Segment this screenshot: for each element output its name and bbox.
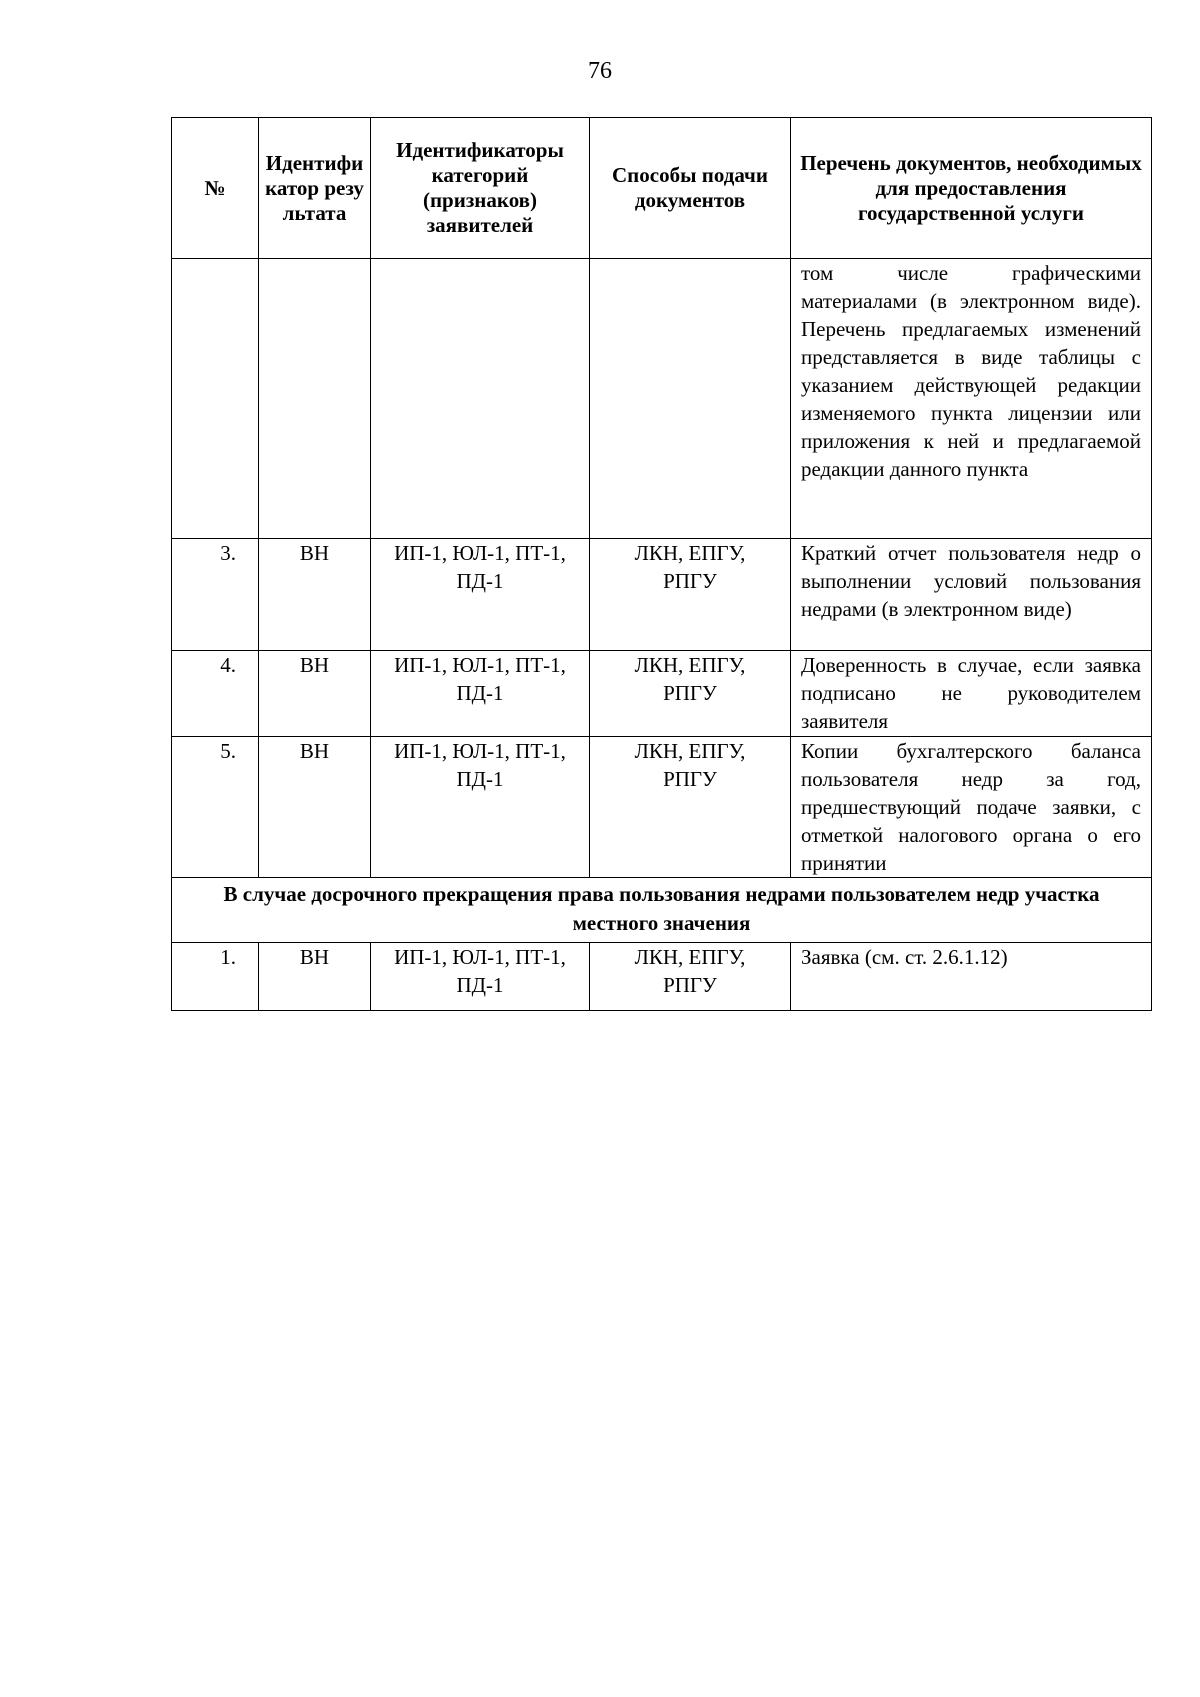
documents-cell: Копии бухгалтерского баланса пользователя недр за год, предшествующий подаче заявки, с отметкой налогового органа о его принятии: [791, 737, 1152, 878]
row-num: 5.: [172, 737, 259, 878]
table-header-row: [172, 118, 1152, 259]
documents-cell: Краткий отчет пользователя недр о выполнении условий пользования недрами (в электронном виде): [791, 539, 1152, 651]
result-id-cell: ВН: [259, 539, 371, 651]
header-submission-methods: Способы подачи документов: [590, 118, 791, 259]
table-row: [172, 943, 1152, 1011]
page-number: 76: [588, 58, 612, 84]
table-row: [172, 737, 1152, 878]
header-documents: Перечень документов, необходимых для предоставления государственной услуги: [791, 118, 1152, 259]
submission-methods-cell: ЛКН, ЕПГУ, РПГУ: [590, 737, 791, 878]
section-title-row: [172, 878, 1152, 943]
documents-cell: Доверенность в случае, если заявка подписано не руководителем заявителя: [791, 651, 1152, 737]
applicant-ids-cell: ИП-1, ЮЛ-1, ПТ-1, ПД-1: [371, 651, 590, 737]
row-num: 3.: [172, 539, 259, 651]
submission-methods-cell: ЛКН, ЕПГУ, РПГУ: [590, 943, 791, 1011]
result-id-cell: ВН: [259, 651, 371, 737]
section-title: В случае досрочного прекращения права пользования недрами пользователем недр участка местного значения: [172, 878, 1152, 943]
applicant-ids-cell: ИП-1, ЮЛ-1, ПТ-1, ПД-1: [371, 943, 590, 1011]
result-id-cell: ВН: [259, 737, 371, 878]
result-id-cell: ВН: [259, 943, 371, 1011]
header-applicant-ids: Идентификаторы категорий (признаков) заявителей: [371, 118, 590, 259]
applicant-ids-cell: ИП-1, ЮЛ-1, ПТ-1, ПД-1: [371, 539, 590, 651]
submission-methods-cell: ЛКН, ЕПГУ, РПГУ: [590, 651, 791, 737]
documents-table: [171, 117, 1152, 1011]
table-row-continuation: [172, 259, 1152, 539]
row-num: 4.: [172, 651, 259, 737]
submission-methods-cell: ЛКН, ЕПГУ, РПГУ: [590, 539, 791, 651]
applicant-ids-cell: ИП-1, ЮЛ-1, ПТ-1, ПД-1: [371, 737, 590, 878]
documents-cell: Заявка (см. ст. 2.6.1.12): [791, 943, 1152, 1011]
documents-cell: том числе графическими материалами (в электронном виде). Перечень предлагаемых изменений представляется в виде таблицы с указанием действующей редакции изменяемого пункта лицензии или приложения к ней и предлагаемой редакции данного пункта: [791, 259, 1152, 539]
table-row: [172, 651, 1152, 737]
table-row: [172, 539, 1152, 651]
header-result-id: Идентификатор результата: [259, 118, 371, 259]
row-num: 1.: [172, 943, 259, 1011]
header-num: №: [172, 118, 259, 259]
